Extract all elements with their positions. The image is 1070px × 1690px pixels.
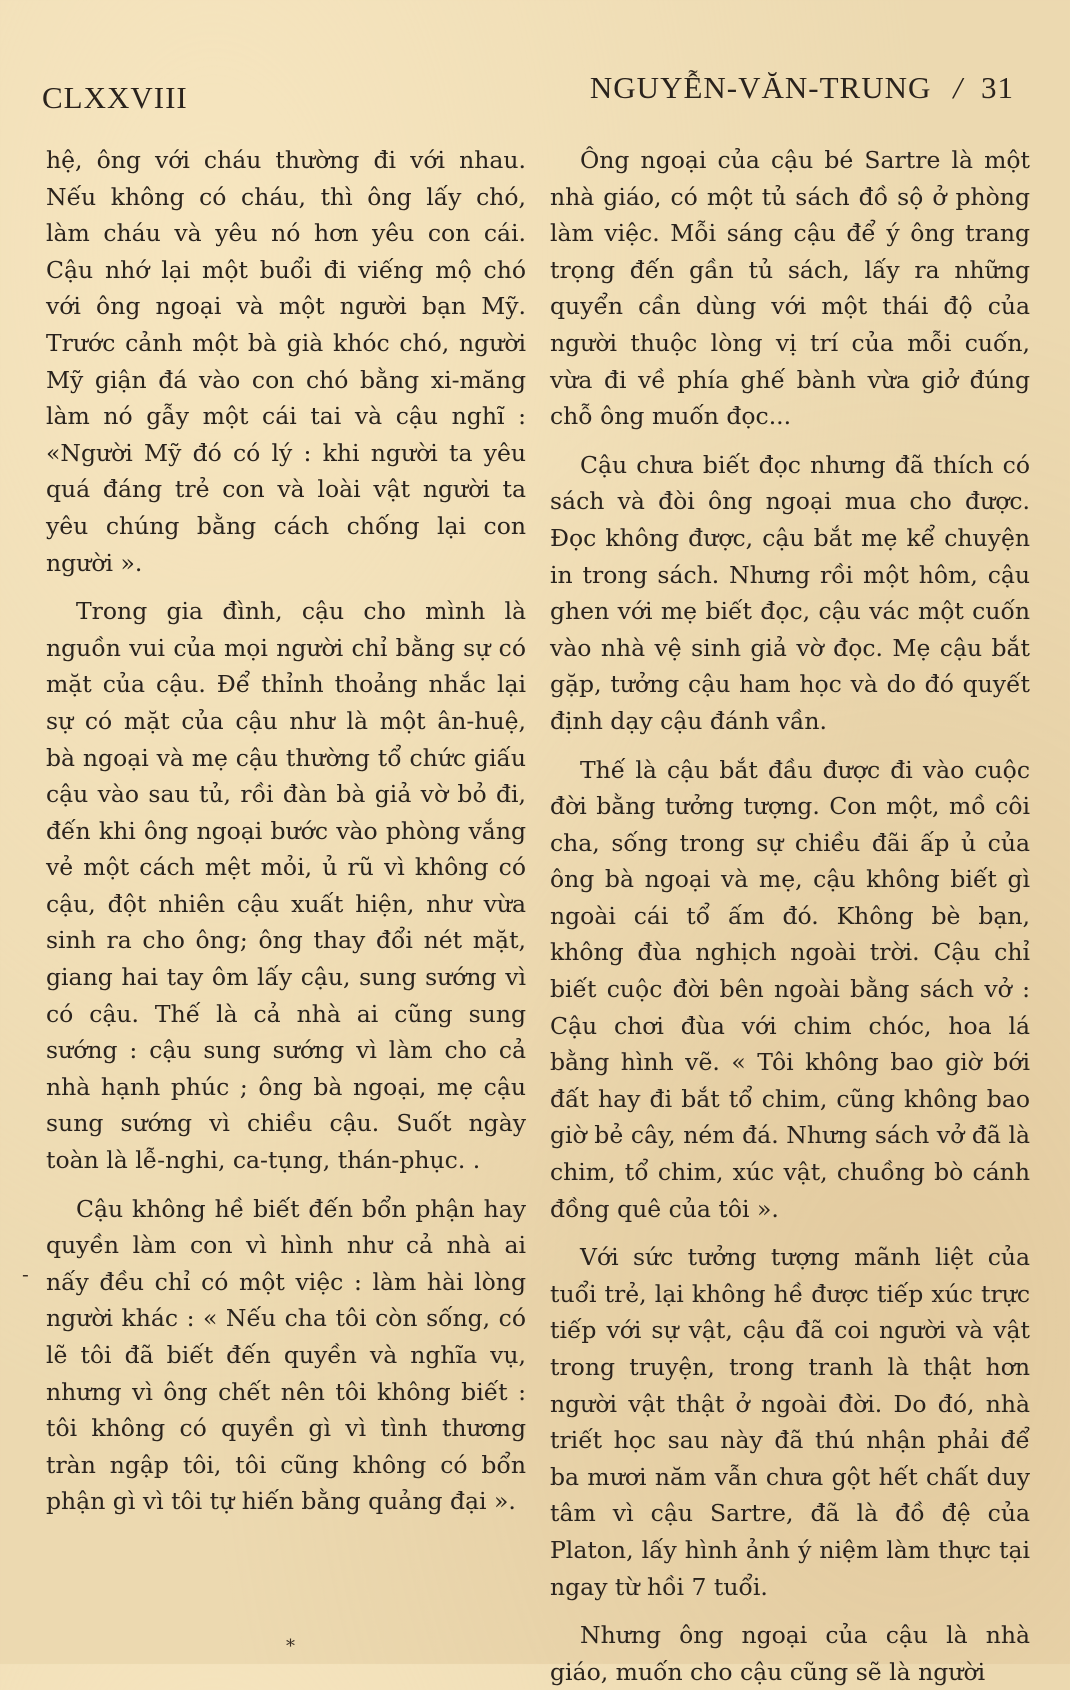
left-paragraph-1: hệ, ông với cháu thường đi với nhau. Nếu không có cháu, thì ông lấy chó, làm cháu và yêu nó hơn yêu con cái. Cậu nhớ lại một buổi đi viếng mộ chó với ông ngoại và một người bạn Mỹ. Trước cảnh một bà già khóc chó, người Mỹ giận đá vào con chó bằng xi-măng làm nó gẫy một cái tai và cậu nghĩ : «Người Mỹ đó có lý : khi người ta yêu quá đáng trẻ con và loài vật người ta yêu chúng bằng cách chống lại con người ». xyxy=(46,146,526,577)
page-number: 31 xyxy=(981,70,1014,105)
author-name: NGUYỄN-VĂN-TRUNG xyxy=(589,70,932,105)
header-separator: / xyxy=(953,70,963,105)
right-column xyxy=(550,142,1030,1690)
left-column xyxy=(46,142,526,1520)
right-paragraph-5: Nhưng ông ngoại của cậu là nhà giáo, muốn cho cậu cũng sẽ là người xyxy=(550,1621,1030,1686)
right-paragraph-3: Thế là cậu bắt đầu được đi vào cuộc đời bằng tưởng tượng. Con một, mồ côi cha, sống trong sự chiều đãi ấp ủ của ông bà ngoại và mẹ, cậu không biết gì ngoài cái tổ ấm đó. Không bè bạn, không đùa nghịch ngoài trời. Cậu chỉ biết cuộc đời bên ngoài bằng sách vở : Cậu chơi đùa với chim chóc, hoa lá bằng hình vẽ. « Tôi không bao giờ bới đất hay đi bắt tổ chim, cũng không bao giờ bẻ cây, ném đá. Nhưng sách vở đã là chim, tổ chim, xúc vật, chuồng bò cánh đồng quê của tôi ». xyxy=(550,755,1030,1223)
bottom-asterisk: * xyxy=(286,1636,295,1657)
margin-dash: - xyxy=(22,1262,29,1286)
chapter-numeral: CLXXVIII xyxy=(42,80,188,115)
running-head xyxy=(42,70,1014,114)
running-head-right xyxy=(590,70,1014,106)
right-paragraph-4: Với sức tưởng tượng mãnh liệt của tuổi trẻ, lại không hề được tiếp xúc trực tiếp với sự vật, cậu đã coi người và vật trong truyện, trong tranh là thật hơn người vật thật ở ngoài đời. Do đó, nhà triết học sau này đã thú nhận phải để ba mươi năm vẫn chưa gột hết chất duy tâm vì cậu Sartre, đã là đồ đệ của Platon, lấy hình ảnh ý niệm làm thực tại ngay từ hồi 7 tuổi. xyxy=(550,1243,1030,1601)
left-paragraph-2: Trong gia đình, cậu cho mình là nguồn vui của mọi người chỉ bằng sự có mặt của cậu. Để thỉnh thoảng nhắc lại sự có mặt của cậu như là một ân-huệ, bà ngoại và mẹ cậu thường tổ chức giấu cậu vào sau tủ, rồi đàn bà giả vờ bỏ đi, đến khi ông ngoại bước vào phòng vắng vẻ một cách mệt mỏi, ủ rũ vì không có cậu, đột nhiên cậu xuất hiện, như vừa sinh ra cho ông; ông thay đổi nét mặt, giang hai tay ôm lấy cậu, sung sướng vì có cậu. Thế là cả nhà ai cũng sung sướng : cậu sung sướng vì làm cho cả nhà hạnh phúc ; ông bà ngoại, mẹ cậu sung sướng vì chiều cậu. Suốt ngày toàn là lễ-nghi, ca-tụng, thán-phục. . xyxy=(46,597,526,1175)
left-paragraph-3: Cậu không hề biết đến bổn phận hay quyền làm con vì hình như cả nhà ai nấy đều chỉ có một việc : làm hài lòng người khác : « Nếu cha tôi còn sống, có lẽ tôi đã biết đến quyền và nghĩa vụ, nhưng vì ông chết nên tôi không biết : tôi không có quyền gì vì tình thương tràn ngập tôi, tôi cũng không có bổn phận gì vì tôi tự hiến bằng quảng đại ». xyxy=(46,1194,526,1516)
right-paragraph-2: Cậu chưa biết đọc nhưng đã thích có sách và đòi ông ngoại mua cho được. Đọc không được, cậu bắt mẹ kể chuyện in trong sách. Nhưng rồi một hôm, cậu ghen với mẹ biết đọc, cậu vác một cuốn vào nhà vệ sinh giả vờ đọc. Mẹ cậu bắt gặp, tưởng cậu ham học và do đó quyết định dạy cậu đánh vần. xyxy=(550,450,1030,735)
right-paragraph-1: Ông ngoại của cậu bé Sartre là một nhà giáo, có một tủ sách đồ sộ ở phòng làm việc. Mỗi sáng cậu để ý ông trang trọng đến gần tủ sách, lấy ra những quyển cần dùng với một thái độ của người thuộc lòng vị trí của mỗi cuốn, vừa đi về phía ghế bành vừa giở đúng chỗ ông muốn đọc... xyxy=(550,146,1030,431)
